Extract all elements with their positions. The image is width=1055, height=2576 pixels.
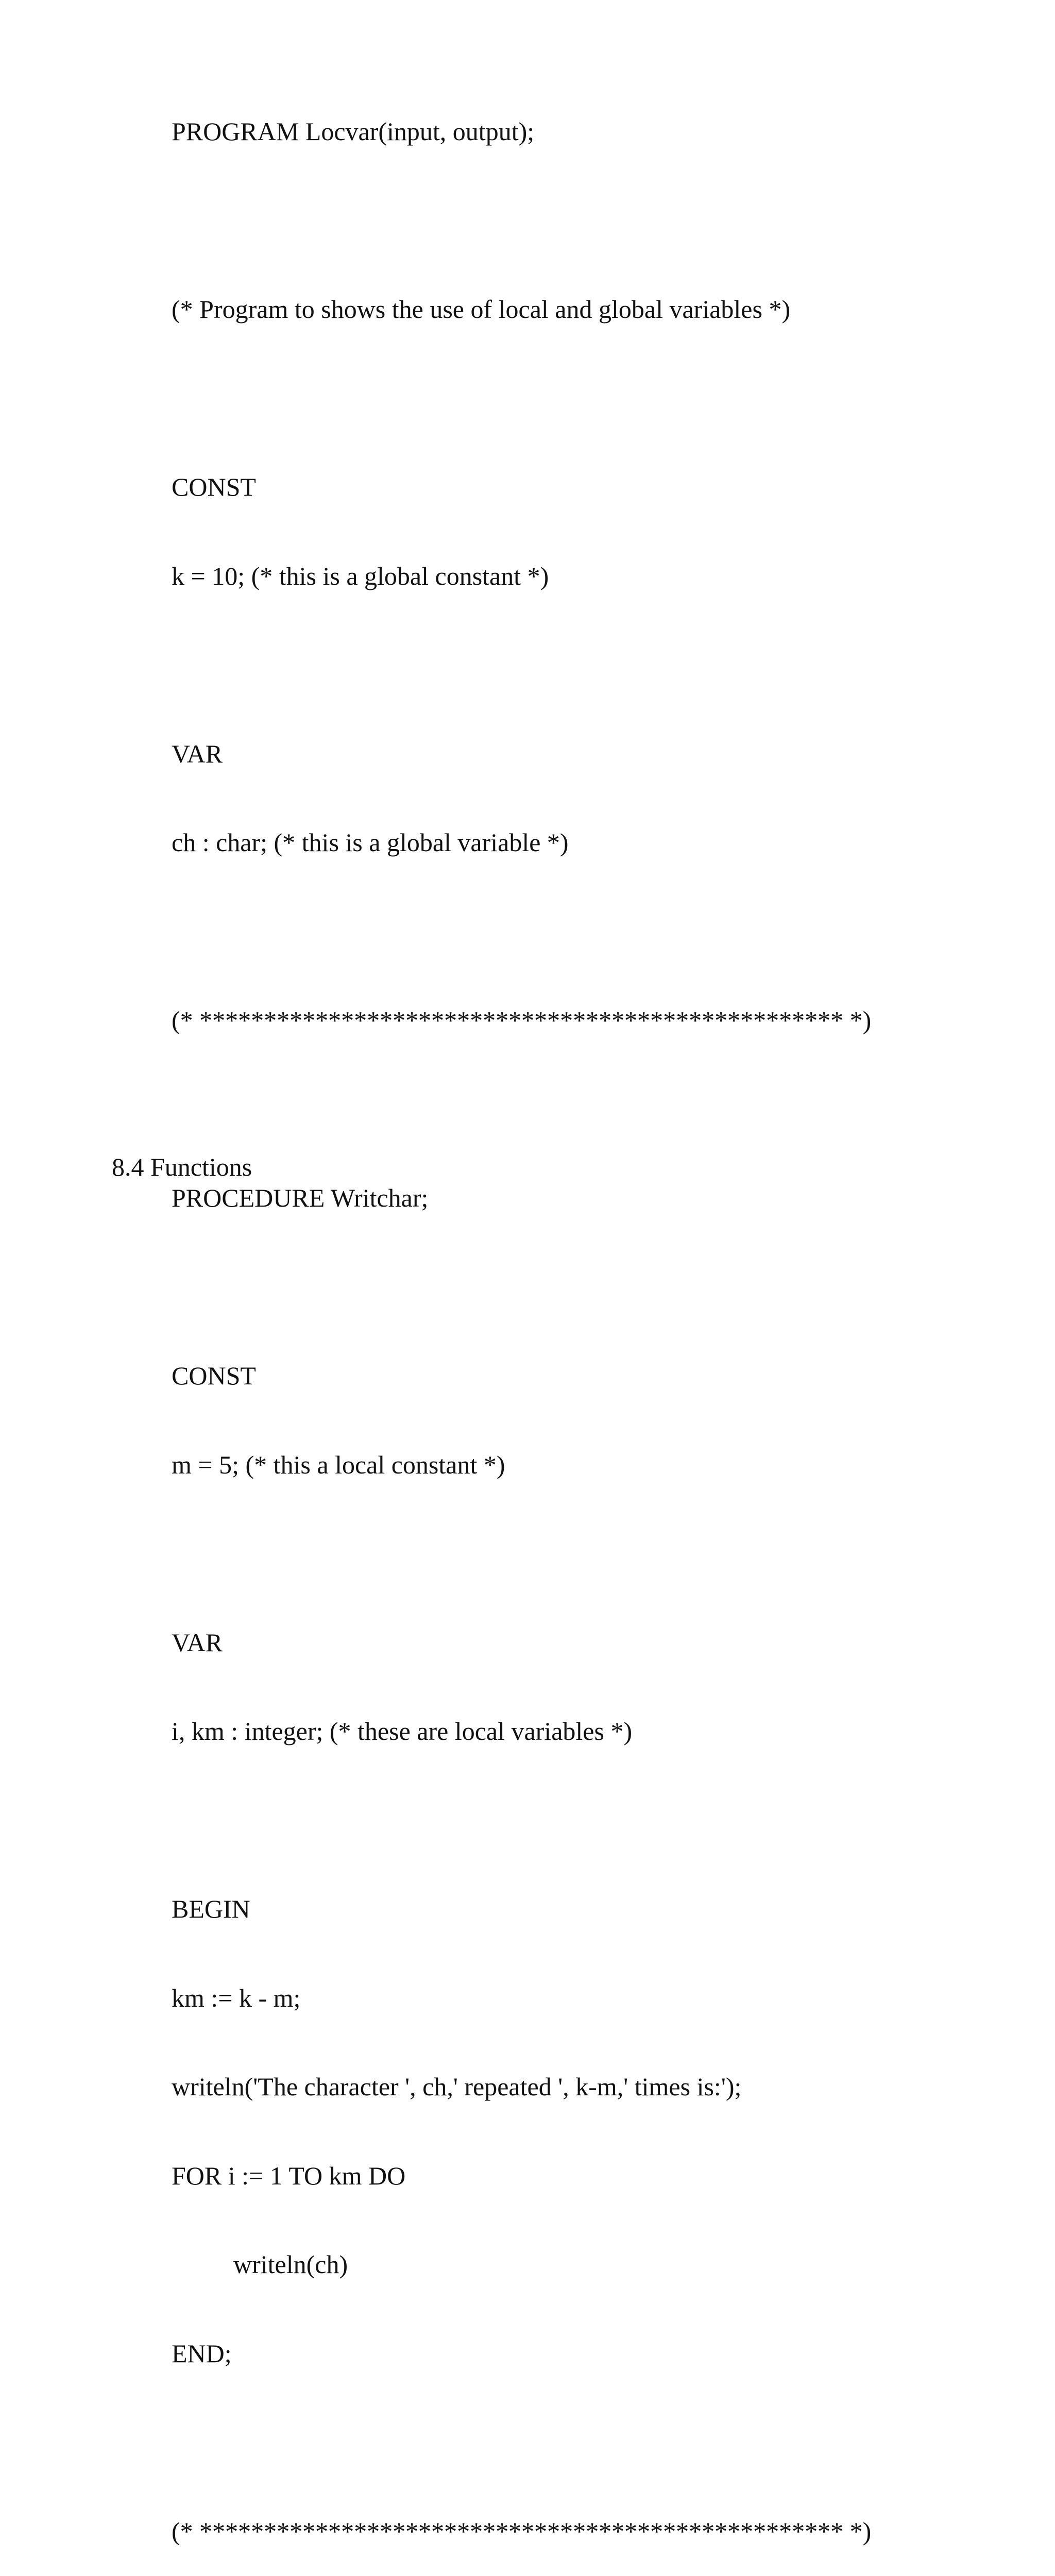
global-const-keyword: CONST [172,472,256,501]
global-const-declaration: k = 10; (* this is a global constant *) [172,561,549,590]
procedure-statement-2: writeln('The character ', ch,' repeated ', k-m,' times is:'); [172,2072,742,2101]
blank-line [172,1273,944,1302]
blank-line [172,2428,944,2458]
procedure-header: PROCEDURE Writchar; [172,1183,429,1212]
blank-line [172,1095,944,1125]
program-comment: (* Program to shows the use of local and global variables *) [172,295,791,324]
section-heading: 8.4 Functions [112,1153,252,1181]
global-var-declaration: ch : char; (* this is a global variable *) [172,828,569,857]
global-var-keyword: VAR [172,739,223,768]
blank-line [172,384,944,414]
separator-comment-1: (* ************************************************** *) [172,1006,872,1035]
blank-line [172,1806,944,1836]
separator-comment-2: (* ************************************************** *) [172,2516,872,2546]
procedure-statement-1: km := k - m; [172,1983,301,2012]
local-var-keyword: VAR [172,1628,223,1657]
procedure-begin: BEGIN [172,1894,250,1923]
procedure-statement-4: writeln(ch) [233,2250,348,2279]
local-var-declaration: i, km : integer; (* these are local variables *) [172,1717,633,1745]
blank-line [172,650,944,680]
blank-line [172,206,944,236]
procedure-statement-3: FOR i := 1 TO km DO [172,2161,406,2190]
local-const-declaration: m = 5; (* this a local constant *) [172,1450,505,1479]
local-const-keyword: CONST [172,1361,256,1390]
blank-line [172,917,944,947]
pascal-code-listing [172,58,944,2576]
blank-line [172,1539,944,1569]
program-header: PROGRAM Locvar(input, output); [172,117,535,146]
procedure-end: END; [172,2338,232,2368]
